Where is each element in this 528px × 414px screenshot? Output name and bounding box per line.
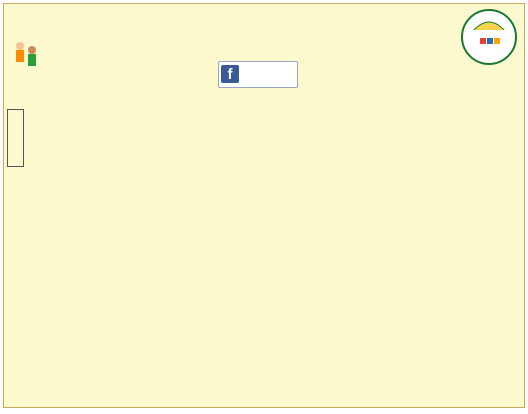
flyer-header bbox=[4, 4, 524, 96]
play-learn-grow-logo bbox=[10, 10, 116, 80]
column-headers bbox=[8, 110, 522, 167]
facebook-badge[interactable] bbox=[218, 61, 298, 88]
facebook-icon: f bbox=[221, 65, 239, 83]
schedule-flyer bbox=[3, 3, 525, 408]
children-illustration-icon bbox=[10, 40, 40, 76]
schedule-table bbox=[7, 109, 522, 167]
brain-building-icon bbox=[460, 8, 518, 66]
